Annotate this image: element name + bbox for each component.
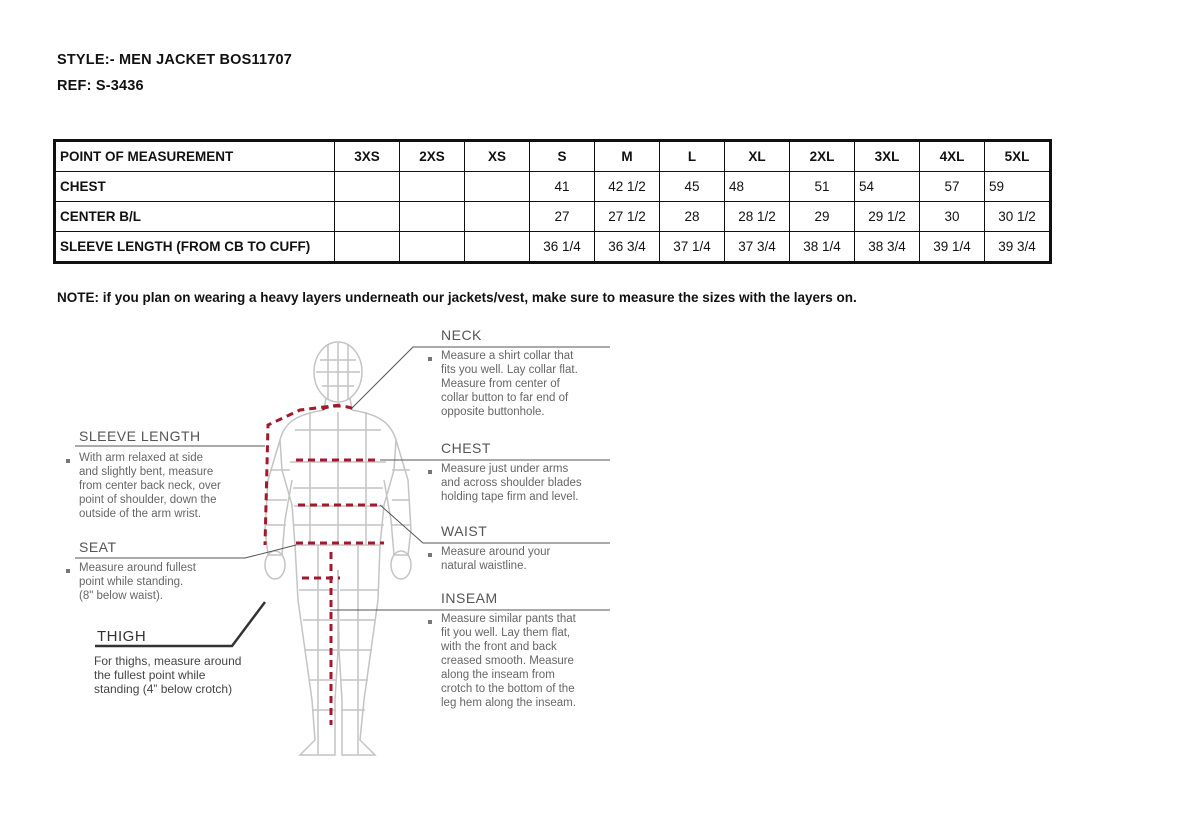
table-cell: 39 1/4 [920, 232, 985, 263]
table-cell: 29 1/2 [855, 202, 920, 232]
column-header: 5XL [985, 141, 1051, 172]
column-header: S [530, 141, 595, 172]
seat-title: SEAT [79, 539, 117, 555]
column-header: 2XS [400, 141, 465, 172]
table-cell: 36 1/4 [530, 232, 595, 263]
column-header: L [660, 141, 725, 172]
table-cell: 27 [530, 202, 595, 232]
table-cell: 51 [790, 172, 855, 202]
row-label: CHEST [55, 172, 335, 202]
table-cell: 27 1/2 [595, 202, 660, 232]
table-cell: 38 3/4 [855, 232, 920, 263]
chest-description: Measure just under arms and across shoulder blades holding tape firm and level. [441, 463, 582, 503]
sleeve-length-title: SLEEVE LENGTH [79, 428, 201, 444]
table-cell: 36 3/4 [595, 232, 660, 263]
column-header: XL [725, 141, 790, 172]
column-header: XS [465, 141, 530, 172]
inseam-title: INSEAM [441, 590, 498, 606]
neck-title: NECK [441, 327, 482, 343]
column-header: M [595, 141, 660, 172]
reference-number: REF: S-3436 [57, 78, 144, 94]
table-cell: 28 1/2 [725, 202, 790, 232]
thigh-description: For thighs, measure around the fullest point while standing (4” below crotch) [94, 654, 242, 696]
table-cell: 37 1/4 [660, 232, 725, 263]
column-header: 2XL [790, 141, 855, 172]
column-header: 4XL [920, 141, 985, 172]
thigh-title: THIGH [97, 628, 147, 645]
waist-description: Measure around your natural waistline. [441, 546, 551, 572]
bullet-icon [66, 569, 70, 573]
table-cell: 30 [920, 202, 985, 232]
style-title: STYLE:- MEN JACKET BOS11707 [57, 52, 293, 68]
neck-description: Measure a shirt collar that fits you well. Lay collar flat. Measure from center of collar button to far end of opposite buttonhole. [441, 350, 578, 418]
table-cell: 30 1/2 [985, 202, 1051, 232]
bullet-icon [428, 470, 432, 474]
row-label: SLEEVE LENGTH (FROM CB TO CUFF) [55, 232, 335, 263]
table-cell: 48 [725, 172, 790, 202]
table-cell: 37 3/4 [725, 232, 790, 263]
row-label: CENTER B/L [55, 202, 335, 232]
bullet-icon [428, 620, 432, 624]
table-cell: 57 [920, 172, 985, 202]
waist-title: WAIST [441, 523, 488, 539]
table-cell: 38 1/4 [790, 232, 855, 263]
chest-title: CHEST [441, 440, 491, 456]
column-header: 3XS [335, 141, 400, 172]
table-cell: 28 [660, 202, 725, 232]
bullet-icon [66, 459, 70, 463]
table-cell: 41 [530, 172, 595, 202]
sleeve-measure-line [265, 405, 340, 545]
column-header: 3XL [855, 141, 920, 172]
table-cell: 29 [790, 202, 855, 232]
table-cell: 45 [660, 172, 725, 202]
seat-description: Measure around fullest point while standing. (8" below waist). [79, 562, 196, 602]
table-cell: 54 [855, 172, 920, 202]
bullet-icon [428, 553, 432, 557]
column-header: POINT OF MEASUREMENT [55, 141, 335, 172]
sleeve-length-description: With arm relaxed at side and slightly bent, measure from center back neck, over point of shoulder, down the outside of the arm wrist. [79, 452, 221, 520]
table-cell: 59 [985, 172, 1051, 202]
bullet-icon [428, 357, 432, 361]
sizing-note: NOTE: if you plan on wearing a heavy layers underneath our jackets/vest, make sure to measure the sizes with the layers on. [57, 290, 857, 305]
table-cell: 42 1/2 [595, 172, 660, 202]
table-cell: 39 3/4 [985, 232, 1051, 263]
inseam-description: Measure similar pants that fit you well. Lay them flat, with the front and back creased smooth. Measure along the inseam from crotch to the bottom of the leg hem along the inseam. [441, 613, 576, 709]
